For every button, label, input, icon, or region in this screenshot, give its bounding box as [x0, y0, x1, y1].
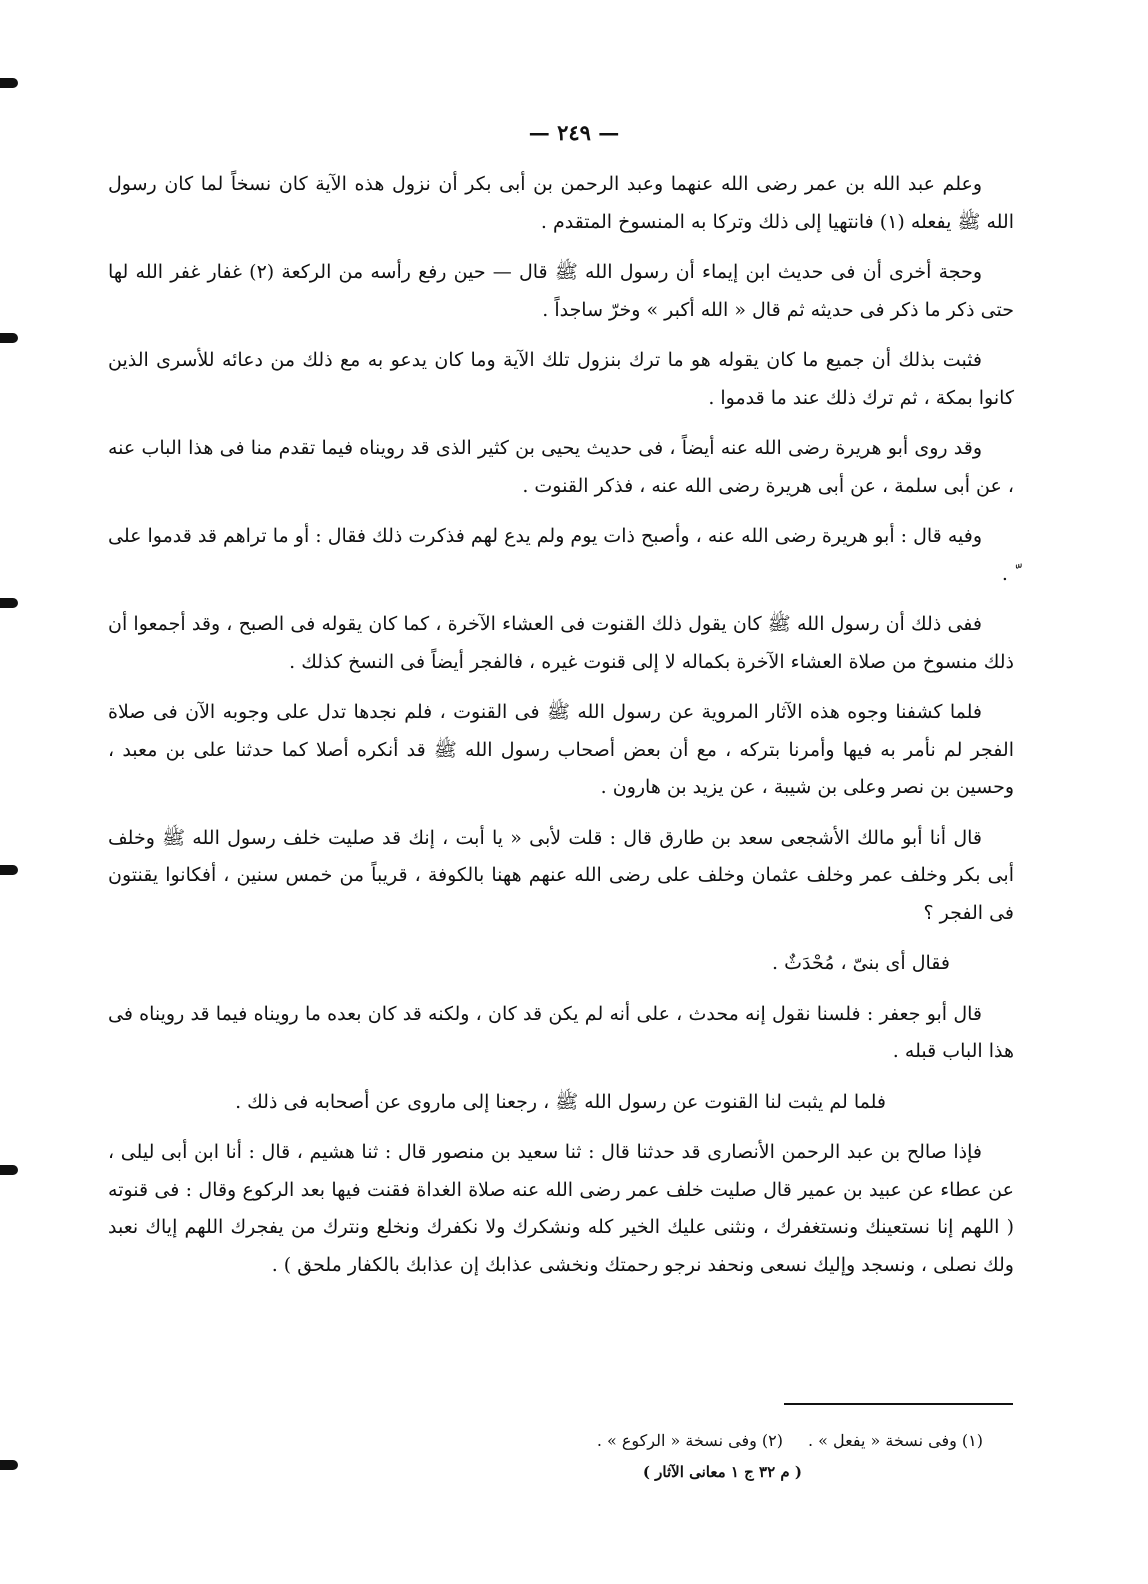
footnote-2: (٢) وفى نسخة « الركوع » .: [596, 1431, 783, 1450]
footnote-1: (١) وفى نسخة « يفعل » .: [808, 1431, 983, 1450]
paragraph: فلما لم يثبت لنا القنوت عن رسول الله ﷺ ، رجعنا إلى ماروى عن أصحابه فى ذلك .: [235, 1090, 886, 1113]
scan-margin-mark: [0, 333, 18, 343]
paragraph: ففى ذلك أن رسول الله ﷺ كان يقول ذلك القنوت فى العشاء الآخرة ، كما كان يقوله فى الصبح ، وقد أجمعوا أن ذلك منسوخ من صلاة العشاء الآخرة بكماله لا إلى قنوت غيره ، فالفجر أيضاً فى النسخ كذلك .: [108, 613, 1014, 673]
paragraph: وعلم عبد الله بن عمر رضى الله عنهما وعبد الرحمن بن أبى بكر أن نزول هذه الآية كان نسخاً لما كان رسول الله ﷺ يفعله (١) فانتهيا إلى ذلك وتركا به المنسوخ المتقدم .: [108, 173, 1014, 233]
paragraph: وحجة أخرى أن فى حديث ابن إيماء أن رسول الله ﷺ قال — حين رفع رأسه من الركعة (٢) غفار غفر الله لها حتى ذكر ما ذكر فى حديثه ثم قال « الله أكبر » وخرّ ساجداً .: [108, 261, 1014, 321]
paragraph: فإذا صالح بن عبد الرحمن الأنصارى قد حدثنا قال : ثنا سعيد بن منصور قال : ثنا هشيم ، قال : أنا ابن أبى ليلى ، عن عطاء عن عبيد بن عمير قال صليت خلف عمر رضى الله عنه صلاة الغداة فقنت فيها بعد الركوع وقال : فى قنوته ( اللهم إنا نستعينك ونستغفرك ، ونثنى عليك الخير كله ونشكرك ولا نكفرك ونخلع ونترك من يفجرك اللهم إياك نعبد ولك نصلى ، ونسجد وإليك نسعى ونحفد نرجو رحمتك ونخشى عذابك إن عذابك بالكفار ملحق ) .: [108, 1141, 1014, 1276]
footnote-divider: [784, 1403, 1013, 1405]
paragraph: قال أنا أبو مالك الأشجعى سعد بن طارق قال : قلت لأبى « يا أبت ، إنك قد صليت خلف رسول الله ﷺ وخلف أبى بكر وخلف عمر وخلف عثمان وخلف على رضى الله عنهم ههنا بالكوفة ، قريباً من خمس سنين ، أفكانوا يقنتون فى الفجر ؟: [108, 826, 1014, 924]
scan-margin-mark: [0, 1165, 18, 1175]
paragraph: فلما كشفنا وجوه هذه الآثار المروية عن رسول الله ﷺ فى القنوت ، فلم نجدها تدل على وجوبه الآن فى صلاة الفجر لم نأمر به فيها وأمرنا بتركه ، مع أن بعض أصحاب رسول الله ﷺ قد أنكره أصلا كما حدثنا على بن معبد ، وحسين بن نصر وعلى بن شيبة ، عن يزيد بن هارون .: [108, 701, 1014, 798]
page-body: [108, 166, 1014, 1297]
footnotes: [435, 1431, 983, 1461]
paragraph: فقال أى بنىّ ، مُحْدَثٌ .: [772, 952, 950, 974]
scan-margin-mark: [0, 78, 18, 88]
scan-margin-mark: [0, 865, 18, 875]
paragraph: وقد روى أبو هريرة رضى الله عنه أيضاً ، فى حديث يحيى بن كثير الذى قد رويناه فيما تقدم منا فى هذا الباب عنه ، عن أبى سلمة ، عن أبى هريرة رضى الله عنه ، فذكر القنوت .: [108, 437, 1014, 497]
scan-margin-mark: [0, 1460, 18, 1470]
volume-signature: ( م ٣٢ ج ١ معانى الآثار ): [642, 1463, 802, 1481]
paragraph: وفيه قال : أبو هريرة رضى الله عنه ، وأصبح ذات يوم ولم يدع لهم فذكرت ذلك فقال : أو ما تراهم قد قدموا على ّ .: [108, 525, 1014, 585]
scan-margin-mark: [0, 598, 18, 608]
page-number: — ٢٤٩ —: [528, 120, 620, 145]
paragraph: قال أبو جعفر : فلسنا نقول إنه محدث ، على أنه لم يكن قد كان ، ولكنه قد كان بعده ما رويناه فيما قد رويناه فى هذا الباب قبله .: [108, 1002, 1014, 1062]
paragraph: فثبت بذلك أن جميع ما كان يقوله هو ما ترك بنزول تلك الآية وما كان يدعو به مع ذلك من دعائه للأسرى الذين كانوا بمكة ، ثم ترك ذلك عند ما قدموا .: [108, 349, 1014, 409]
